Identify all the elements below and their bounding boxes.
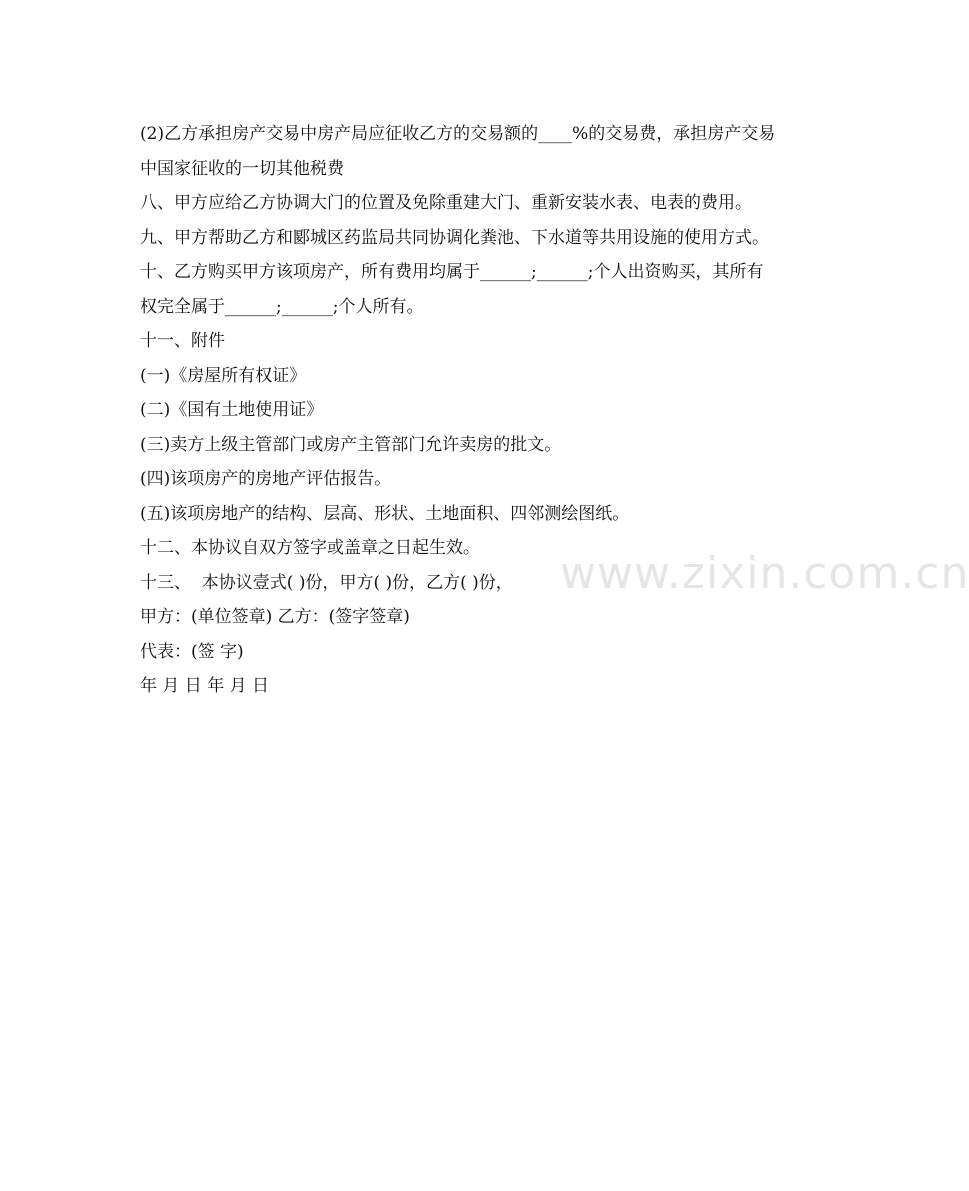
clause-12-effective: 十二、本协议自双方签字或盖章之日起生效。 — [140, 538, 480, 558]
clause-10-ownership: 十、乙方购买甲方该项房产，所有费用均属于______;______;个人出资购买，其所有权完全属于______;______;个人所有。 — [140, 262, 764, 317]
document-body — [140, 117, 780, 704]
signature-parties: 甲方：(单位签章) 乙方：(签字签章) — [140, 607, 410, 627]
signature-representative: 代表：(签 字) — [140, 641, 244, 662]
attachment-4: (四)该项房产的房地产评估报告。 — [140, 469, 392, 489]
attachment-2: (二)《国有土地使用证》 — [140, 400, 324, 420]
watermark-text: www.zixin.com.cn — [560, 548, 969, 599]
signature-dates: 年 月 日 年 月 日 — [140, 676, 270, 696]
attachment-5: (五)该项房地产的结构、层高、形状、土地面积、四邻测绘图纸。 — [140, 503, 630, 524]
clause-8-gate-and-meters: 八、甲方应给乙方协调大门的位置及免除重建大门、重新安装水表、电表的费用。 — [140, 193, 752, 213]
clause-9-shared-facilities: 九、甲方帮助乙方和郾城区药监局共同协调化粪池、下水道等共用设施的使用方式。 — [140, 227, 769, 248]
attachment-1: (一)《房屋所有权证》 — [140, 365, 307, 386]
clause-11-attachments-heading: 十一、附件 — [140, 331, 225, 351]
clause-13-copies: 十三、 本协议壹式( )份，甲方( )份，乙方( )份， — [140, 572, 513, 593]
clause-2-transaction-fee: (2)乙方承担房产交易中房产局应征收乙方的交易额的____%的交易费，承担房产交易中国家征收的一切其他税费 — [140, 124, 776, 179]
attachment-3: (三)卖方上级主管部门或房产主管部门允许卖房的批文。 — [140, 434, 562, 455]
